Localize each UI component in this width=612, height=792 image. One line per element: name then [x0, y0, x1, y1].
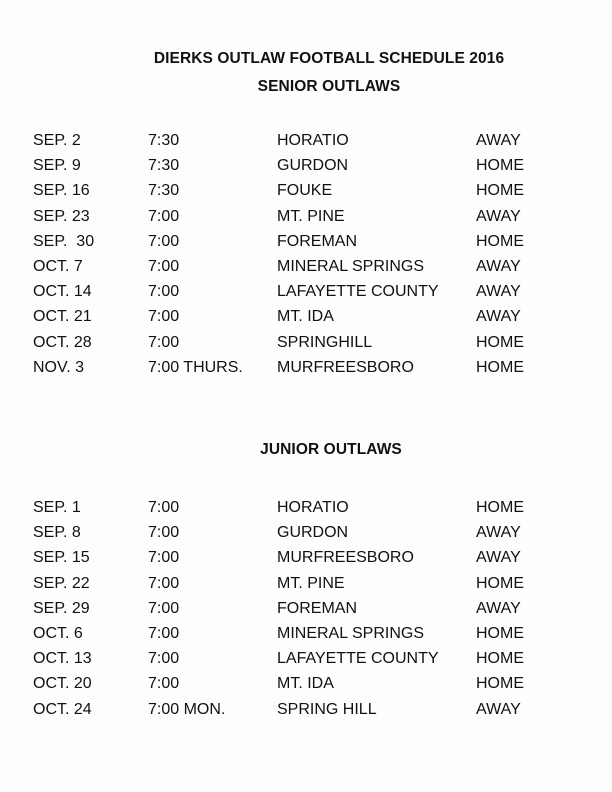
- game-date: SEP. 29: [33, 599, 90, 617]
- game-opponent: MT. IDA: [277, 308, 334, 326]
- game-time: 7:00 THURS.: [148, 358, 243, 376]
- schedule-row: [0, 621, 612, 646]
- game-time: 7:30: [148, 182, 180, 200]
- game-location: HOME: [476, 675, 524, 693]
- game-location: AWAY: [476, 524, 521, 542]
- game-opponent: LAFAYETTE COUNTY: [277, 283, 439, 301]
- game-time: 7:00: [148, 308, 180, 326]
- schedule-row: [0, 596, 612, 621]
- schedule-row: [0, 355, 612, 380]
- game-opponent: GURDON: [277, 524, 349, 542]
- game-location: HOME: [476, 182, 524, 200]
- game-time: 7:00: [148, 283, 180, 301]
- game-time: 7:00: [148, 207, 180, 225]
- game-location: AWAY: [476, 132, 521, 149]
- game-opponent: GURDON: [277, 157, 349, 175]
- game-time: 7:00: [148, 624, 180, 642]
- game-location: AWAY: [476, 308, 521, 326]
- game-date: OCT. 24: [33, 700, 92, 718]
- game-date: SEP. 8: [33, 524, 81, 542]
- game-opponent: FOUKE: [277, 182, 333, 200]
- game-date: OCT. 20: [33, 675, 92, 693]
- game-location: HOME: [476, 574, 524, 592]
- game-time: 7:00: [148, 675, 180, 693]
- schedule-row: [0, 330, 612, 355]
- schedule-row: [0, 646, 612, 671]
- schedule-row: [0, 697, 612, 722]
- game-opponent: SPRING HILL: [277, 700, 377, 718]
- game-location: HOME: [476, 232, 524, 250]
- game-opponent: SPRINGHILL: [277, 333, 373, 351]
- schedule-row: [0, 254, 612, 279]
- schedule-row: [0, 204, 612, 229]
- game-time: 7:30: [148, 157, 180, 175]
- game-location: AWAY: [476, 207, 521, 225]
- game-date: OCT. 21: [33, 308, 92, 326]
- game-date: OCT. 28: [33, 333, 92, 351]
- game-opponent: LAFAYETTE COUNTY: [277, 650, 439, 668]
- senior-heading: SENIOR OUTLAWS: [257, 78, 401, 95]
- schedule-row: [0, 229, 612, 254]
- game-time: 7:00 MON.: [148, 700, 226, 718]
- document-title: DIERKS OUTLAW FOOTBALL SCHEDULE 2016: [153, 50, 505, 67]
- game-date: OCT. 6: [33, 624, 83, 642]
- game-opponent: FOREMAN: [277, 232, 357, 250]
- game-location: HOME: [476, 624, 524, 642]
- game-date: SEP. 22: [33, 574, 90, 592]
- game-date: SEP. 2: [33, 132, 81, 149]
- game-opponent: FOREMAN: [277, 599, 357, 617]
- junior-heading: JUNIOR OUTLAWS: [260, 441, 402, 458]
- game-opponent: MINERAL SPRINGS: [277, 257, 424, 275]
- schedule-row: [0, 520, 612, 545]
- game-time: 7:00: [148, 524, 180, 542]
- game-time: 7:00: [148, 549, 180, 567]
- game-location: AWAY: [476, 257, 521, 275]
- game-date: SEP. 16: [33, 182, 90, 200]
- game-date: SEP. 30: [33, 232, 95, 250]
- game-date: OCT. 7: [33, 257, 83, 275]
- schedule-row: [0, 495, 612, 520]
- schedule-row: [0, 178, 612, 203]
- schedule-row: [0, 304, 612, 329]
- game-time: 7:00: [148, 232, 180, 250]
- game-date: SEP. 15: [33, 549, 90, 567]
- schedule-row: [0, 279, 612, 304]
- game-time: 7:00: [148, 499, 180, 516]
- game-date: OCT. 13: [33, 650, 92, 668]
- game-date: NOV. 3: [33, 358, 84, 376]
- senior-schedule: [0, 128, 612, 380]
- game-opponent: HORATIO: [277, 499, 349, 516]
- game-time: 7:00: [148, 599, 180, 617]
- game-time: 7:00: [148, 333, 180, 351]
- game-date: SEP. 23: [33, 207, 90, 225]
- game-date: SEP. 9: [33, 157, 81, 175]
- game-time: 7:30: [148, 132, 180, 149]
- game-location: AWAY: [476, 549, 521, 567]
- game-location: HOME: [476, 650, 524, 668]
- game-opponent: MURFREESBORO: [277, 358, 414, 376]
- game-location: AWAY: [476, 700, 521, 718]
- game-location: AWAY: [476, 283, 521, 301]
- schedule-row: [0, 671, 612, 696]
- game-date: OCT. 14: [33, 283, 92, 301]
- game-date: SEP. 1: [33, 499, 81, 516]
- game-opponent: MT. IDA: [277, 675, 334, 693]
- game-opponent: MT. PINE: [277, 574, 345, 592]
- game-location: HOME: [476, 157, 524, 175]
- junior-schedule: [0, 495, 612, 722]
- game-location: HOME: [476, 358, 524, 376]
- game-opponent: MT. PINE: [277, 207, 345, 225]
- game-time: 7:00: [148, 257, 180, 275]
- game-location: AWAY: [476, 599, 521, 617]
- game-opponent: MINERAL SPRINGS: [277, 624, 424, 642]
- schedule-row: [0, 545, 612, 570]
- schedule-row: [0, 571, 612, 596]
- game-opponent: MURFREESBORO: [277, 549, 414, 567]
- game-time: 7:00: [148, 574, 180, 592]
- schedule-row: [0, 153, 612, 178]
- game-location: HOME: [476, 499, 524, 516]
- game-location: HOME: [476, 333, 524, 351]
- schedule-row: [0, 128, 612, 153]
- game-opponent: HORATIO: [277, 132, 349, 149]
- game-time: 7:00: [148, 650, 180, 668]
